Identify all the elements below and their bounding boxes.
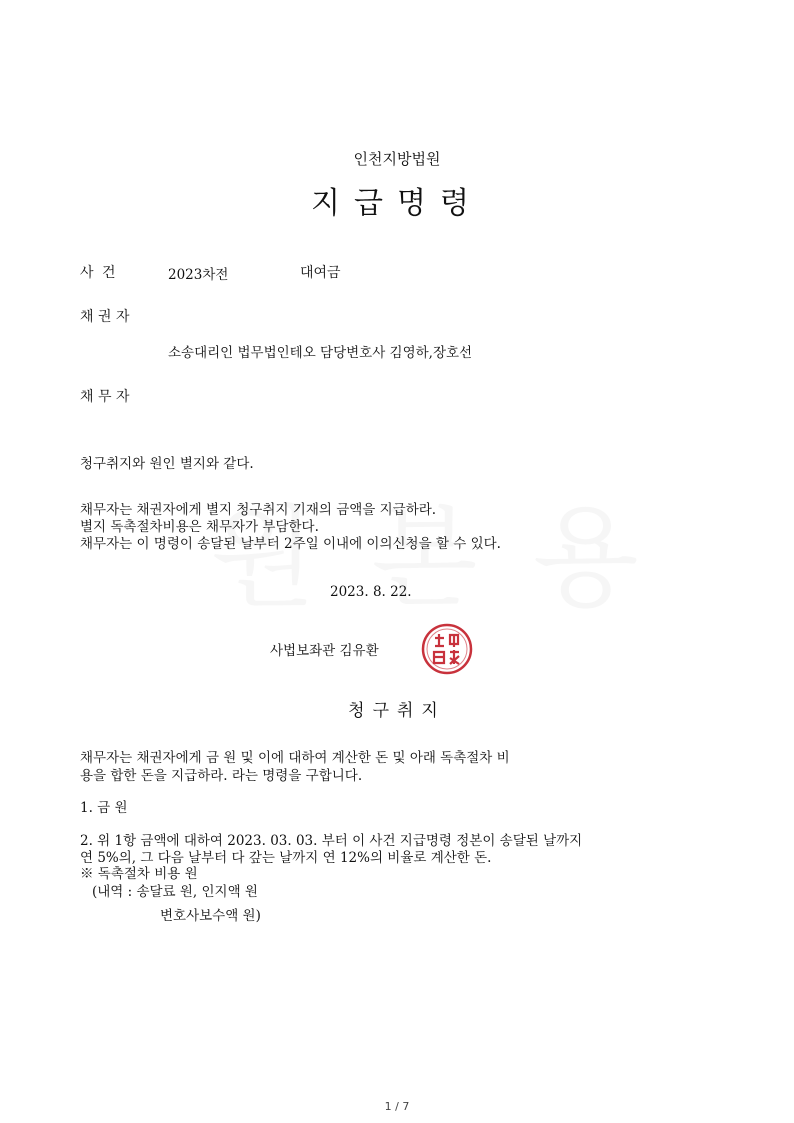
costs-line: ※ 독촉절차 비용 원 bbox=[80, 866, 198, 882]
case-name: 대여금 bbox=[300, 265, 341, 281]
section-title: 청구취지 bbox=[348, 701, 446, 721]
order-line: 채무자는 채권자에게 별지 청구취지 기재의 금액을 지급하라. bbox=[80, 502, 437, 518]
judicial-officer: 사법보좌관 김유환 bbox=[270, 643, 379, 659]
debtor-label: 채 무 자 bbox=[80, 389, 130, 405]
case-label: 사 건 bbox=[80, 265, 118, 281]
claim-item-2-line: 2. 위 1항 금액에 대하여 2023. 03. 03. 부터 이 사건 지급명령 정본이 송달된 날까지 bbox=[80, 833, 583, 849]
order-line: 채무자는 이 명령이 송달된 날부터 2주일 이내에 이의신청을 할 수 있다. bbox=[80, 536, 501, 552]
claim-item-2-line: 연 5%의, 그 다음 날부터 다 갚는 날까지 연 12%의 비율로 계산한 돈. bbox=[80, 850, 492, 866]
creditor-agent: 소송대리인 법무법인테오 담당변호사 김영하,장호선 bbox=[168, 345, 473, 361]
claim-intro-line: 용을 합한 돈을 지급하라. 라는 명령을 구합니다. bbox=[80, 768, 363, 784]
court-name: 인천지방법원 bbox=[353, 150, 441, 168]
document-title: 지급명령 bbox=[311, 186, 483, 221]
official-seal-icon bbox=[420, 622, 474, 676]
claim-reference: 청구취지와 원인 별지와 같다. bbox=[80, 456, 254, 472]
order-line: 별지 독촉절차비용은 채무자가 부담한다. bbox=[80, 519, 319, 535]
claim-item-1: 1. 금 원 bbox=[80, 800, 128, 816]
page-number: 1 / 7 bbox=[384, 1100, 410, 1113]
issue-date: 2023. 8. 22. bbox=[330, 584, 412, 600]
costs-breakdown: (내역 : 송달료 원, 인지액 원 bbox=[92, 884, 258, 900]
case-number: 2023차전 bbox=[168, 267, 229, 283]
costs-breakdown: 변호사보수액 원) bbox=[160, 908, 261, 924]
creditor-label: 채 권 자 bbox=[80, 309, 130, 325]
claim-intro-line: 채무자는 채권자에게 금 원 및 이에 대하여 계산한 돈 및 아래 독촉절차 비 bbox=[80, 750, 510, 766]
